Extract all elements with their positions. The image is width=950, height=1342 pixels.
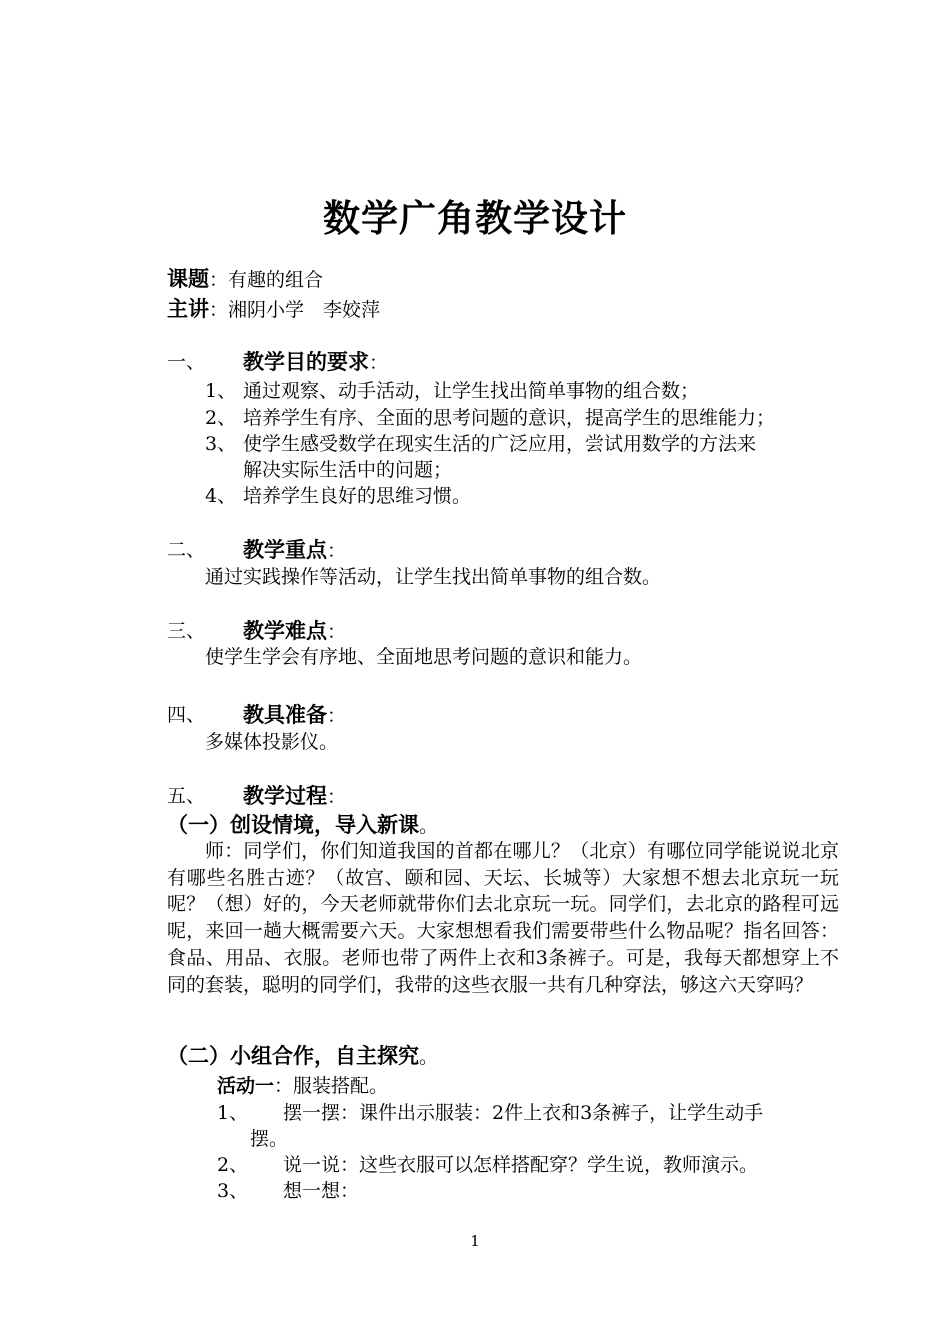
step-2-num: 2、	[217, 1154, 249, 1176]
section-1-heading: 教学目的要求	[243, 350, 369, 374]
section-2-heading: 教学重点	[243, 538, 327, 562]
activity-1-text: ：服装搭配。	[274, 1075, 389, 1097]
topic-label: 课题	[167, 267, 209, 291]
section-3-colon: ：	[327, 621, 347, 643]
section-5-num: 五、	[167, 785, 206, 807]
speaker-label: 主讲	[167, 297, 209, 321]
section-1-num: 一、	[167, 351, 206, 373]
section-3-heading-line	[243, 618, 346, 645]
document-title: 数学广角教学设计	[323, 197, 627, 240]
section-4-heading-line	[243, 702, 346, 729]
activity-1-line	[217, 1073, 388, 1099]
section-5-heading-line	[243, 783, 346, 810]
section-2-body: 通过实践操作等活动，让学生找出简单事物的组合数。	[205, 566, 662, 588]
goal-2-text: 培养学生有序、全面的思考问题的意识，提高学生的思维能力；	[243, 407, 776, 429]
goal-3-num: 3、	[205, 433, 237, 455]
section-3-body: 使学生学会有序地、全面地思考问题的意识和能力。	[205, 646, 643, 668]
section-2-colon: ：	[327, 540, 347, 562]
topic-line	[167, 266, 323, 293]
step-1-text-cont: 摆。	[250, 1128, 289, 1150]
part-1-period: 。	[419, 815, 439, 837]
goal-2-num: 2、	[205, 407, 237, 429]
activity-1-label: 活动一	[217, 1075, 275, 1097]
goal-1-num: 1、	[205, 380, 237, 402]
goal-3-text: 使学生感受数学在现实生活的广泛应用，尝试用数学的方法来	[243, 433, 757, 455]
part-1-heading-line	[167, 812, 438, 839]
step-3-text: 想一想：	[283, 1180, 360, 1202]
section-2-num: 二、	[167, 539, 206, 561]
goal-3-text-cont: 解决实际生活中的问题；	[243, 459, 453, 481]
goal-4-text: 培养学生良好的思维习惯。	[243, 485, 472, 507]
section-4-heading: 教具准备	[243, 703, 327, 727]
part-1-paragraph-text: 师：同学们，你们知道我国的首都在哪儿？（北京）有哪位同学能说说北京有哪些名胜古迹？（故宫、颐和园、天坛、长城等）大家想不想去北京玩一玩呢？（想）好的，今天老师就带你们去北京玩一玩。同学们，去北京的路程可远呢，来回一趟大概需要六天。大家想想看我们需要带些什么物品呢？指名回答：食品、用品、衣服。老师也带了两件上衣和3条裤子。可是，我每天都想穿上不同的套装，聪明的同学们，我带的这些衣服一共有几种穿法，够这六天穿吗？	[167, 840, 839, 996]
step-2-text: 说一说：这些衣服可以怎样搭配穿？学生说，教师演示。	[283, 1154, 759, 1176]
step-1-num: 1、	[217, 1102, 249, 1124]
step-3-num: 3、	[217, 1180, 249, 1202]
section-2-heading-line	[243, 537, 346, 564]
step-1-text: 摆一摆：课件出示服装：2件上衣和3条裤子，让学生动手	[283, 1102, 764, 1124]
page-number: 1	[470, 1232, 480, 1250]
section-4-num: 四、	[167, 704, 206, 726]
part-2-period: 。	[419, 1046, 439, 1068]
section-5-heading: 教学过程	[243, 784, 327, 808]
section-4-body: 多媒体投影仪。	[205, 731, 339, 753]
section-5-colon: ：	[327, 786, 347, 808]
section-4-colon: ：	[327, 705, 347, 727]
part-1-heading: （一）创设情境，导入新课	[167, 813, 419, 837]
topic-value: ：有趣的组合	[209, 269, 324, 291]
section-1-heading-line	[243, 349, 388, 376]
section-3-num: 三、	[167, 620, 206, 642]
speaker-value: ：湘阴小学 李姣萍	[209, 299, 381, 321]
section-3-heading: 教学难点	[243, 619, 327, 643]
part-2-heading: （二）小组合作，自主探究	[167, 1044, 419, 1068]
section-1-colon: ：	[369, 352, 389, 374]
part-1-paragraph	[167, 838, 839, 998]
speaker-line	[167, 296, 380, 323]
part-2-heading-line	[167, 1043, 438, 1070]
goal-1-text: 通过观察、动手活动，让学生找出简单事物的组合数；	[243, 380, 700, 402]
goal-4-num: 4、	[205, 485, 237, 507]
